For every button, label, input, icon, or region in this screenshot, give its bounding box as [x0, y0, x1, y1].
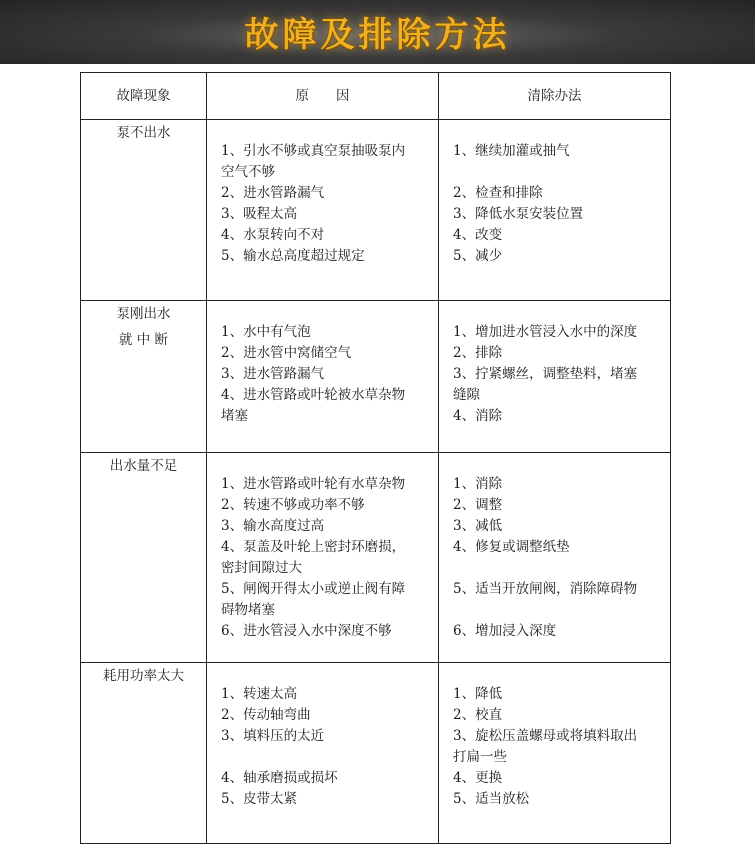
cause-list: [207, 301, 438, 427]
cause-line: 3、进水管路漏气: [221, 366, 325, 382]
cause-list: [207, 120, 438, 267]
cause-list: [207, 453, 438, 642]
remedy-line: 2、调整: [453, 497, 503, 513]
line-spacer: [453, 162, 662, 183]
symptom-line: 耗用功率太大: [103, 668, 184, 684]
cause-cell: [207, 663, 439, 844]
remedy-line: 1、消除: [453, 476, 503, 492]
fault-table: [80, 72, 671, 844]
cause-line: 4、轴承磨损或损坏: [221, 770, 338, 786]
cause-line: 3、吸程太高: [221, 206, 298, 222]
cause-cell: [207, 120, 439, 301]
line-spacer: [453, 558, 662, 579]
remedy-line: 5、适当放松: [453, 791, 530, 807]
symptom-text: [117, 120, 171, 146]
symptom-text: [117, 301, 171, 353]
symptom-cell: [81, 663, 207, 844]
cause-list: [207, 663, 438, 810]
cause-line: 碍物堵塞: [221, 602, 275, 618]
table-header-row: [81, 73, 671, 120]
cause-line: 6、进水管浸入水中深度不够: [221, 623, 392, 639]
remedy-line: 1、降低: [453, 686, 503, 702]
header-remedy: 清除办法: [439, 73, 671, 120]
title-banner: [0, 0, 755, 64]
symptom-line: 泵不出水: [116, 125, 171, 141]
cause-line: 4、进水管路或叶轮被水草杂物: [221, 387, 406, 403]
table-row: [81, 301, 671, 453]
remedy-line: 2、校直: [453, 707, 503, 723]
cause-line: 1、进水管路或叶轮有水草杂物: [221, 476, 406, 492]
cause-cell: [207, 301, 439, 453]
remedy-list: [439, 453, 670, 642]
remedy-cell: [439, 453, 671, 663]
cause-line: 3、输水高度过高: [221, 518, 325, 534]
symptom-text: [103, 663, 184, 689]
symptom-line: 泵刚出水: [116, 306, 171, 322]
cause-line: 5、输水总高度超过规定: [221, 248, 365, 264]
remedy-cell: [439, 301, 671, 453]
remedy-line: 4、改变: [453, 227, 503, 243]
cause-line: 5、皮带太紧: [221, 791, 298, 807]
symptom-cell: [81, 453, 207, 663]
symptom-line: 出水量不足: [109, 458, 178, 474]
remedy-line: 3、拧紧螺丝，调整垫料，堵塞: [453, 366, 638, 382]
cause-line: 1、引水不够或真空泵抽吸泵内: [221, 143, 406, 159]
remedy-line: 5、适当开放闸阀，消除障碍物: [453, 581, 638, 597]
cause-line: 2、进水管路漏气: [221, 185, 325, 201]
table-row: [81, 453, 671, 663]
cause-line: 2、传动轴弯曲: [221, 707, 311, 723]
symptom-cell: [81, 120, 207, 301]
table-row: [81, 120, 671, 301]
remedy-line: 3、旋松压盖螺母或将填料取出: [453, 728, 638, 744]
cause-cell: [207, 453, 439, 663]
remedy-line: 缝隙: [453, 387, 480, 403]
remedy-line: 4、消除: [453, 408, 503, 424]
remedy-line: 3、降低水泵安装位置: [453, 206, 584, 222]
cause-line: 密封间隙过大: [221, 560, 302, 576]
cause-line: 2、转速不够或功率不够: [221, 497, 365, 513]
remedy-list: [439, 120, 670, 267]
remedy-line: 2、检查和排除: [453, 185, 543, 201]
remedy-line: 5、减少: [453, 248, 503, 264]
remedy-cell: [439, 120, 671, 301]
remedy-line: 3、减低: [453, 518, 503, 534]
header-symptom: 故障现象: [81, 73, 207, 120]
cause-line: 堵塞: [221, 408, 248, 424]
cause-line: 空气不够: [221, 164, 275, 180]
cause-line: 1、转速太高: [221, 686, 298, 702]
cause-line: 2、进水管中窝储空气: [221, 345, 352, 361]
remedy-line: 1、增加进水管浸入水中的深度: [453, 324, 638, 340]
line-spacer: [221, 747, 430, 768]
cause-line: 3、填料压的太近: [221, 728, 325, 744]
line-spacer: [453, 600, 662, 621]
remedy-list: [439, 663, 670, 810]
remedy-line: 打扁一些: [453, 749, 507, 765]
remedy-line: 6、增加浸入深度: [453, 623, 557, 639]
remedy-line: 4、修复或调整纸垫: [453, 539, 570, 555]
remedy-cell: [439, 663, 671, 844]
cause-line: 4、泵盖及叶轮上密封环磨损，: [221, 539, 406, 555]
remedy-list: [439, 301, 670, 427]
table-row: [81, 663, 671, 844]
banner-title: 故障及排除方法: [244, 14, 511, 55]
remedy-line: 1、继续加灌或抽气: [453, 143, 570, 159]
remedy-line: 4、更换: [453, 770, 503, 786]
symptom-line: 就 中 断: [118, 332, 169, 348]
symptom-text: [110, 453, 178, 479]
header-cause: 原 因: [207, 73, 439, 120]
cause-line: 5、闸阀开得太小或逆止阀有障: [221, 581, 406, 597]
remedy-line: 2、排除: [453, 345, 503, 361]
cause-line: 1、水中有气泡: [221, 324, 311, 340]
symptom-cell: [81, 301, 207, 453]
cause-line: 4、水泵转向不对: [221, 227, 325, 243]
